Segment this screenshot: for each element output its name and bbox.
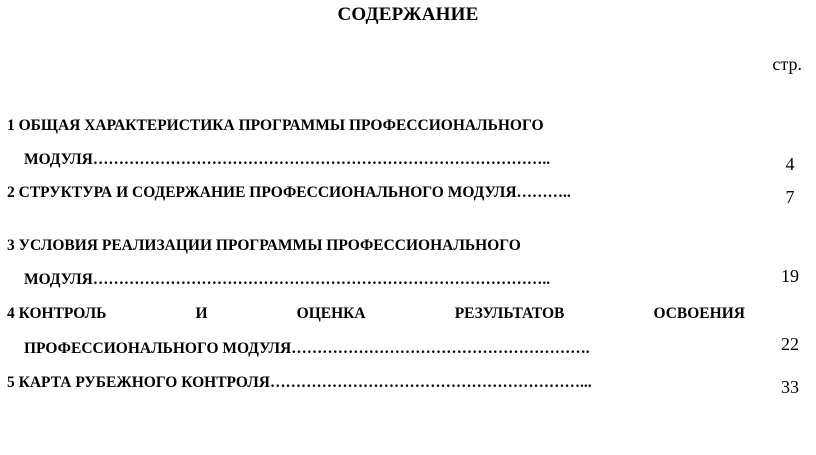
toc-entry-1-line1: 1 ОБЩАЯ ХАРАКТЕРИСТИКА ПРОГРАММЫ ПРОФЕССИОНАЛЬНОГО — [7, 117, 544, 134]
toc-entry-4-line2: ПРОФЕССИОНАЛЬНОГО МОДУЛЯ…………………………………………………. — [24, 340, 590, 357]
toc-entry-3-page: 19 — [781, 266, 799, 286]
toc-entry-4-word-1: 4 КОНТРОЛЬ — [7, 305, 107, 322]
toc-entry-4-word-3: ОЦЕНКА — [296, 305, 366, 322]
toc-entry-1-page: 4 — [785, 154, 795, 174]
toc-entry-4-word-2: И — [195, 305, 208, 322]
toc-entry-4-line1 — [7, 305, 745, 323]
toc-entry-2-page: 7 — [785, 187, 795, 207]
toc-entry-5-page: 33 — [781, 377, 799, 397]
toc-entry-4-page: 22 — [781, 334, 799, 354]
page-column-label: стр. — [772, 54, 802, 74]
toc-entry-4-word-4: РЕЗУЛЬТАТОВ — [454, 305, 565, 322]
toc-entry-2-line1: 2 СТРУКТУРА И СОДЕРЖАНИЕ ПРОФЕССИОНАЛЬНОГО МОДУЛЯ……….. — [7, 184, 571, 201]
toc-entry-5-line1: 5 КАРТА РУБЕЖНОГО КОНТРОЛЯ……………………………………………………... — [7, 374, 592, 391]
toc-entry-3-line2: МОДУЛЯ…………………………………………………………………………….. — [24, 271, 551, 288]
toc-entry-3-line1: 3 УСЛОВИЯ РЕАЛИЗАЦИИ ПРОГРАММЫ ПРОФЕССИОНАЛЬНОГО — [7, 237, 521, 254]
toc-heading: СОДЕРЖАНИЕ — [337, 4, 479, 25]
toc-entry-4-word-5: ОСВОЕНИЯ — [653, 305, 745, 322]
toc-entry-1-line2: МОДУЛЯ…………………………………………………………………………….. — [24, 151, 551, 168]
